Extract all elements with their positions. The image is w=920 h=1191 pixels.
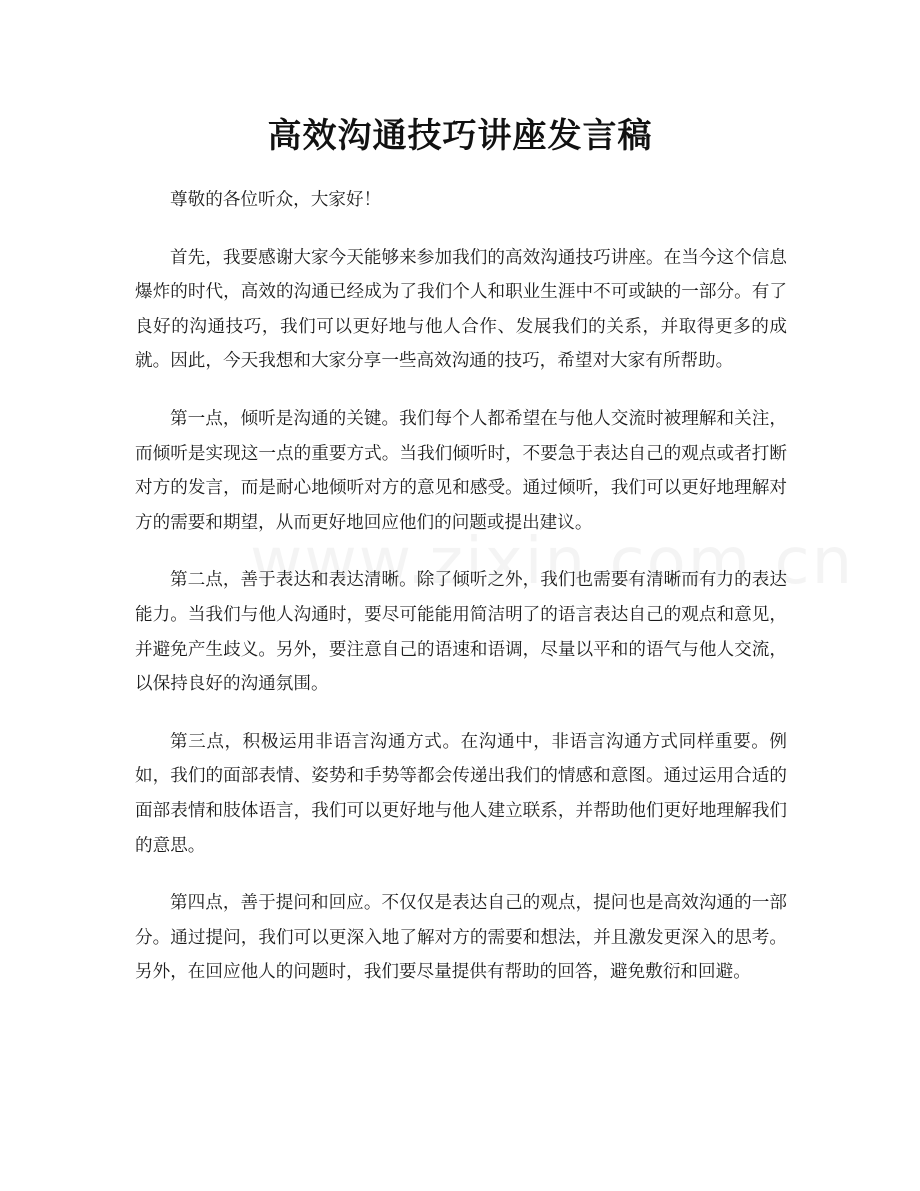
paragraph-intro: 首先，我要感谢大家今天能够来参加我们的高效沟通技巧讲座。在当今这个信息爆炸的时代，高效的沟通已经成为了我们个人和职业生涯中不可或缺的一部分。有了良好的沟通技巧，我们可以更好地与他人合作、发展我们的关系，并取得更多的成就。因此，今天我想和大家分享一些高效沟通的技巧，希望对大家有所帮助。 bbox=[135, 247, 787, 372]
paragraph-point-one: 第一点，倾听是沟通的关键。我们每个人都希望在与他人交流时被理解和关注，而倾听是实现这一点的重要方式。当我们倾听时，不要急于表达自己的观点或者打断对方的发言，而是耐心地倾听对方的意见和感受。通过倾听，我们可以更好地理解对方的需要和期望，从而更好地回应他们的问题或提出建议。 bbox=[135, 408, 787, 533]
paragraph-point-three: 第三点，积极运用非语言沟通方式。在沟通中，非语言沟通方式同样重要。例如，我们的面部表情、姿势和手势等都会传递出我们的情感和意图。通过运用合适的面部表情和肢体语言，我们可以更好地与他人建立联系，并帮助他们更好地理解我们的意思。 bbox=[135, 731, 787, 856]
paragraph-point-four: 第四点，善于提问和回应。不仅仅是表达自己的观点，提问也是高效沟通的一部分。通过提问，我们可以更深入地了解对方的需要和想法，并且激发更深入的思考。另外，在回应他人的问题时，我们要尽量提供有帮助的回答，避免敷衍和回避。 bbox=[135, 893, 787, 983]
paragraph-greeting: 尊敬的各位听众，大家好！ bbox=[170, 190, 382, 210]
document-title: 高效沟通技巧讲座发言稿 bbox=[267, 116, 653, 156]
document-body bbox=[135, 183, 787, 1013]
paragraph-point-two: 第二点，善于表达和表达清晰。除了倾听之外，我们也需要有清晰而有力的表达能力。当我们与他人沟通时，要尽可能能用简洁明了的语言表达自己的观点和意见，并避免产生歧义。另外，要注意自己的语速和语调，尽量以平和的语气与他人交流，以保持良好的沟通氛围。 bbox=[135, 570, 787, 695]
